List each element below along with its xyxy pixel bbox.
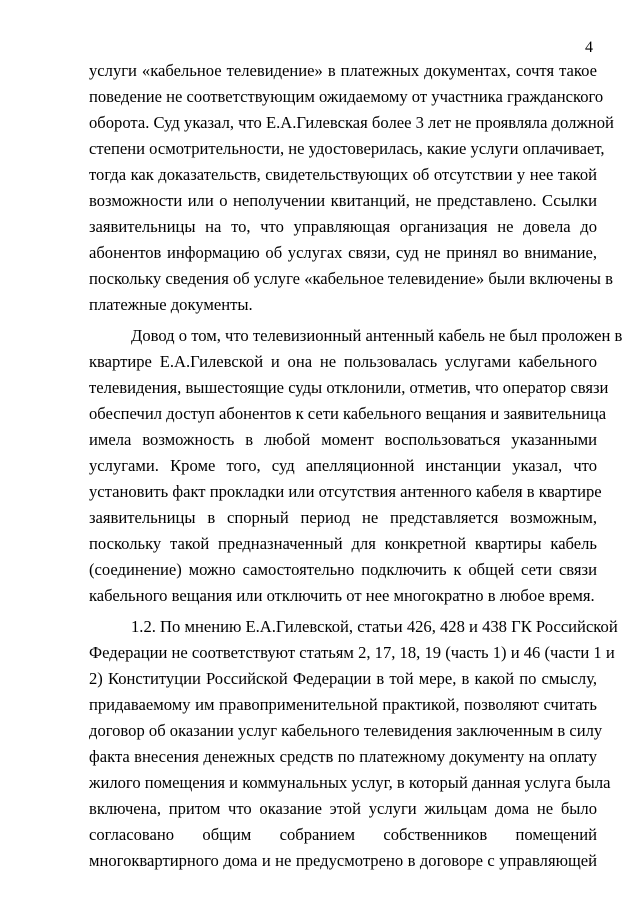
paragraph-line: заявительницы в спорный период не представляется возможным, [89,508,597,527]
paragraph-line: степени осмотрительности, не удостоверилась, какие услуги оплачивает, [89,139,605,158]
paragraph-line: телевидения, вышестоящие суды отклонили, отметив, что оператор связи [89,378,609,397]
paragraph-line: квартире Е.А.Гилевской и она не пользовалась услугами кабельного [89,352,597,371]
paragraph-1 [89,58,614,318]
paragraph-line: 2) Конституции Российской Федерации в той мере, в какой по смыслу, [89,669,597,688]
paragraph-line: поскольку сведения об услуге «кабельное телевидение» были включены в [89,269,613,288]
paragraph-line: включена, притом что оказание этой услуги жильцам дома не было [89,799,597,818]
paragraph-line: Довод о том, что телевизионный антенный кабель не был проложен в [131,326,623,345]
paragraph-line: тогда как доказательств, свидетельствующих об отсутствии у нее такой [89,165,597,184]
paragraph-line: придаваемому им правоприменительной практикой, позволяют считать [89,695,597,714]
paragraph-2 [89,323,623,609]
paragraph-line: жилого помещения и коммунальных услуг, в который данная услуга была [89,773,611,792]
paragraph-line: кабельного вещания или отключить от нее многократно в любое время. [89,586,595,605]
paragraph-line: абонентов информацию об услугах связи, суд не принял во внимание, [89,243,597,262]
paragraph-line: возможности или о неполучении квитанций, не представлено. Ссылки [89,191,597,210]
paragraph-line: Федерации не соответствуют статьям 2, 17, 18, 19 (часть 1) и 46 (части 1 и [89,643,615,662]
paragraph-line: (соединение) можно самостоятельно подключить к общей сети связи [89,560,597,579]
paragraph-line: платежные документы. [89,295,253,314]
paragraph-line: многоквартирного дома и не предусмотрено в договоре с управляющей [89,851,597,870]
paragraph-line: заявительницы на то, что управляющая организация не довела до [89,217,597,236]
paragraph-line: согласовано общим собранием собственников помещений [89,825,597,844]
paragraph-3 [89,614,618,874]
paragraph-line: имела возможность в любой момент воспользоваться указанными [89,430,597,449]
paragraph-line: услуги «кабельное телевидение» в платежных документах, сочтя такое [89,61,597,80]
paragraph-line: поскольку такой предназначенный для конкретной квартиры кабель [89,534,597,553]
paragraph-line: 1.2. По мнению Е.А.Гилевской, статьи 426, 428 и 438 ГК Российской [131,617,618,636]
paragraph-line: обеспечил доступ абонентов к сети кабельного вещания и заявительница [89,404,607,423]
paragraph-line: услугами. Кроме того, суд апелляционной инстанции указал, что [89,456,597,475]
paragraph-line: установить факт прокладки или отсутствия антенного кабеля в квартире [89,482,602,501]
document-body [89,58,623,874]
paragraph-line: факта внесения денежных средств по платежному документу на оплату [89,747,597,766]
paragraph-line: оборота. Суд указал, что Е.А.Гилевская более 3 лет не проявляла должной [89,113,614,132]
page-number: 4 [585,39,593,56]
paragraph-line: поведение не соответствующим ожидаемому от участника гражданского [89,87,604,106]
paragraph-line: договор об оказании услуг кабельного телевидения заключенным в силу [89,721,603,740]
